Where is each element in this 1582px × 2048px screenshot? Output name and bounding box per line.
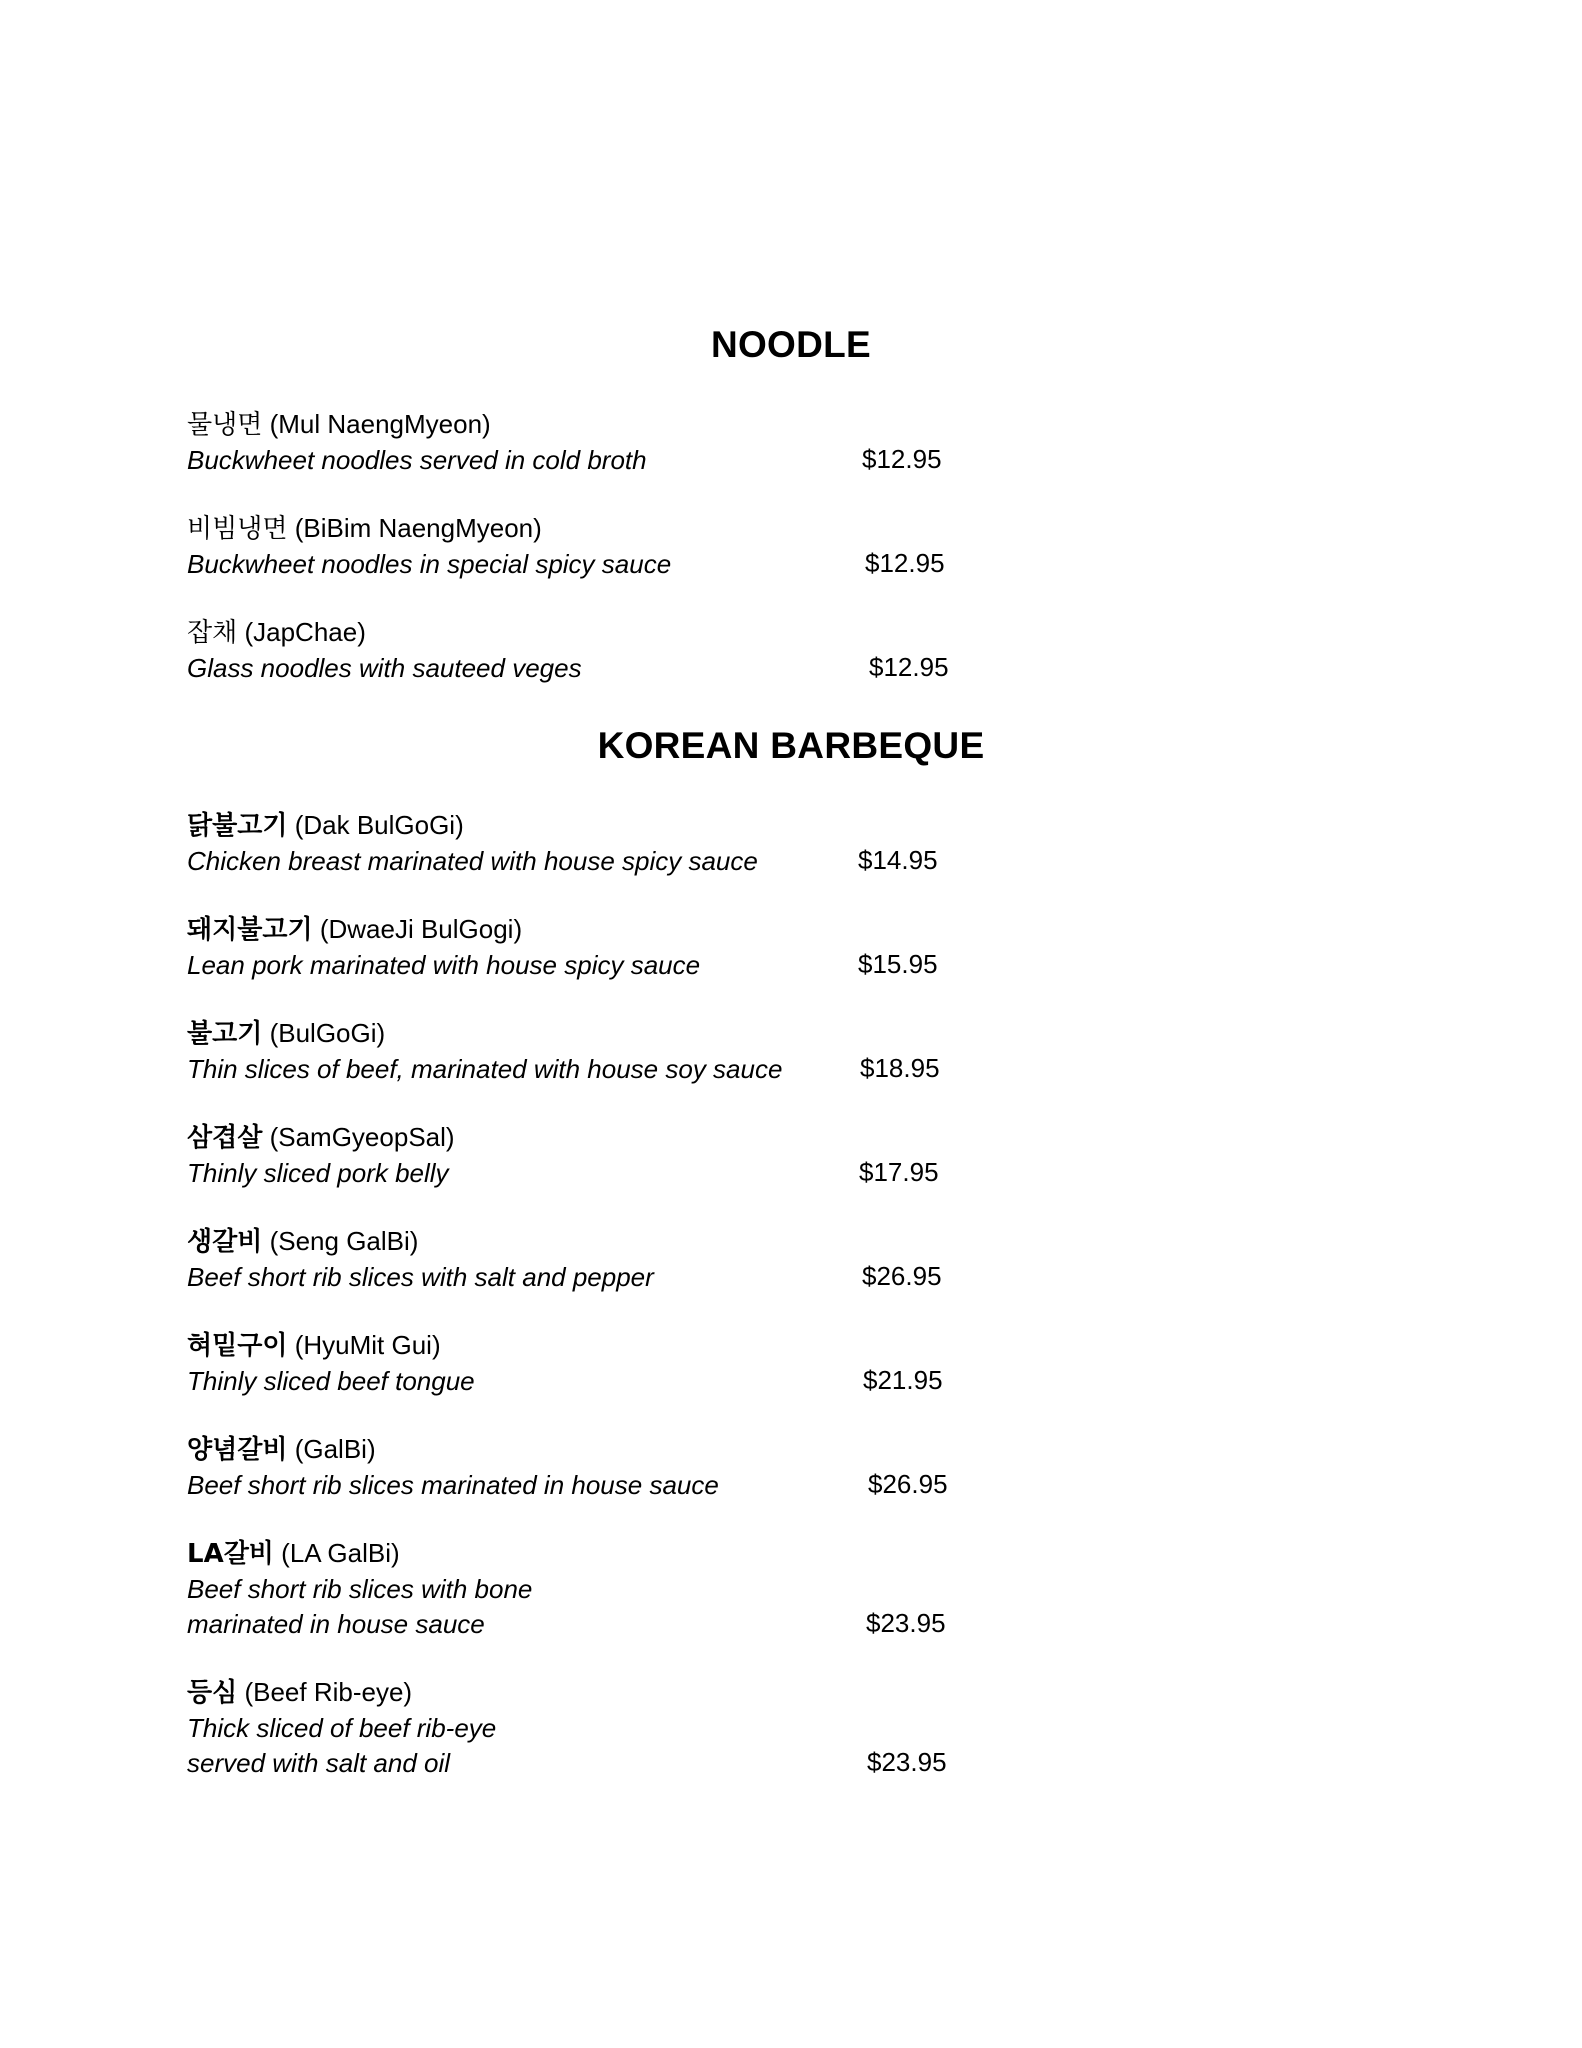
- menu-item-dak-bulgogi: [187, 808, 1287, 879]
- item-description: Buckwheet noodles in special spicy sauce: [187, 549, 672, 579]
- item-roman-name: (Beef Rib-eye): [244, 1677, 413, 1707]
- item-roman-name: (BiBim NaengMyeon): [294, 513, 542, 543]
- menu-item-japchae: [187, 615, 1287, 686]
- item-price: $26.95: [868, 1469, 948, 1499]
- item-roman-name: (Seng GalBi): [269, 1226, 419, 1256]
- item-name: [187, 407, 1287, 443]
- menu-item-samgyeopsal: [187, 1120, 1287, 1191]
- item-description: served with salt and oil: [187, 1748, 451, 1778]
- item-name: [187, 1536, 1287, 1572]
- item-description: marinated in house sauce: [187, 1609, 485, 1639]
- menu-item-bulgogi: [187, 1016, 1287, 1087]
- item-description: Thinly sliced beef tongue: [187, 1366, 475, 1396]
- item-korean-name: 돼지불고기: [187, 915, 313, 945]
- item-roman-name: (JapChae): [244, 617, 366, 647]
- item-name: [187, 1016, 1287, 1052]
- item-korean-name: LA갈비: [187, 1539, 274, 1569]
- item-korean-name: 잡채: [187, 618, 238, 648]
- menu-item-dwaeji-bulgogi: [187, 912, 1287, 983]
- item-roman-name: (Mul NaengMyeon): [269, 409, 491, 439]
- item-description: Thin slices of beef, marinated with house soy sauce: [187, 1054, 783, 1084]
- item-description: Thick sliced of beef rib-eye: [187, 1713, 497, 1743]
- item-description: Chicken breast marinated with house spicy sauce: [187, 846, 758, 876]
- item-korean-name: 등심: [187, 1678, 238, 1708]
- item-price: $15.95: [858, 949, 938, 979]
- item-price: $17.95: [859, 1157, 939, 1187]
- item-description: Lean pork marinated with house spicy sauce: [187, 950, 701, 980]
- section-title-noodle: NOODLE: [710, 324, 872, 365]
- item-description: Glass noodles with sauteed veges: [187, 653, 582, 683]
- item-price: $12.95: [862, 444, 942, 474]
- menu-item-la-galbi: [187, 1536, 1287, 1642]
- item-korean-name: 혀밑구이: [187, 1331, 288, 1361]
- item-description: Beef short rib slices with bone: [187, 1574, 533, 1604]
- menu-item-yangnyeom-galbi: [187, 1432, 1287, 1503]
- item-korean-name: 불고기: [187, 1019, 263, 1049]
- item-price: $23.95: [867, 1747, 947, 1777]
- item-korean-name: 닭불고기: [187, 811, 288, 841]
- item-description: Buckwheet noodles served in cold broth: [187, 445, 647, 475]
- item-name: [187, 511, 1287, 547]
- item-price: $26.95: [862, 1261, 942, 1291]
- item-price: $12.95: [869, 652, 949, 682]
- menu-item-mul-naengmyeon: [187, 407, 1287, 478]
- item-description: Thinly sliced pork belly: [187, 1158, 449, 1188]
- item-name: [187, 808, 1287, 844]
- item-korean-name: 삼겹살: [187, 1123, 263, 1153]
- item-roman-name: (DwaeJi BulGogi): [319, 914, 523, 944]
- section-title-korean-barbeque: KOREAN BARBEQUE: [597, 725, 985, 766]
- item-korean-name: 물냉면: [187, 410, 263, 440]
- item-korean-name: 생갈비: [187, 1227, 263, 1257]
- item-roman-name: (Dak BulGoGi): [294, 810, 464, 840]
- item-price: $14.95: [858, 845, 938, 875]
- menu-item-seng-galbi: [187, 1224, 1287, 1295]
- item-roman-name: (SamGyeopSal): [269, 1122, 455, 1152]
- item-name: [187, 1120, 1287, 1156]
- item-description: Beef short rib slices with salt and pepper: [187, 1262, 654, 1292]
- item-name: [187, 615, 1287, 651]
- menu-item-beef-rib-eye: [187, 1675, 1287, 1781]
- item-roman-name: (LA GalBi): [281, 1538, 400, 1568]
- item-roman-name: (BulGoGi): [269, 1018, 386, 1048]
- item-roman-name: (HyuMit Gui): [294, 1330, 441, 1360]
- item-name: [187, 1432, 1287, 1468]
- item-name: [187, 1328, 1287, 1364]
- item-name: [187, 1224, 1287, 1260]
- item-roman-name: (GalBi): [294, 1434, 376, 1464]
- item-korean-name: 양념갈비: [187, 1435, 288, 1465]
- item-description: Beef short rib slices marinated in house sauce: [187, 1470, 719, 1500]
- item-price: $12.95: [865, 548, 945, 578]
- item-price: $21.95: [863, 1365, 943, 1395]
- item-price: $23.95: [866, 1608, 946, 1638]
- menu-item-hyumit-gui: [187, 1328, 1287, 1399]
- item-name: [187, 912, 1287, 948]
- item-price: $18.95: [860, 1053, 940, 1083]
- menu-item-bibim-naengmyeon: [187, 511, 1287, 582]
- item-name: [187, 1675, 1287, 1711]
- item-korean-name: 비빔냉면: [187, 514, 288, 544]
